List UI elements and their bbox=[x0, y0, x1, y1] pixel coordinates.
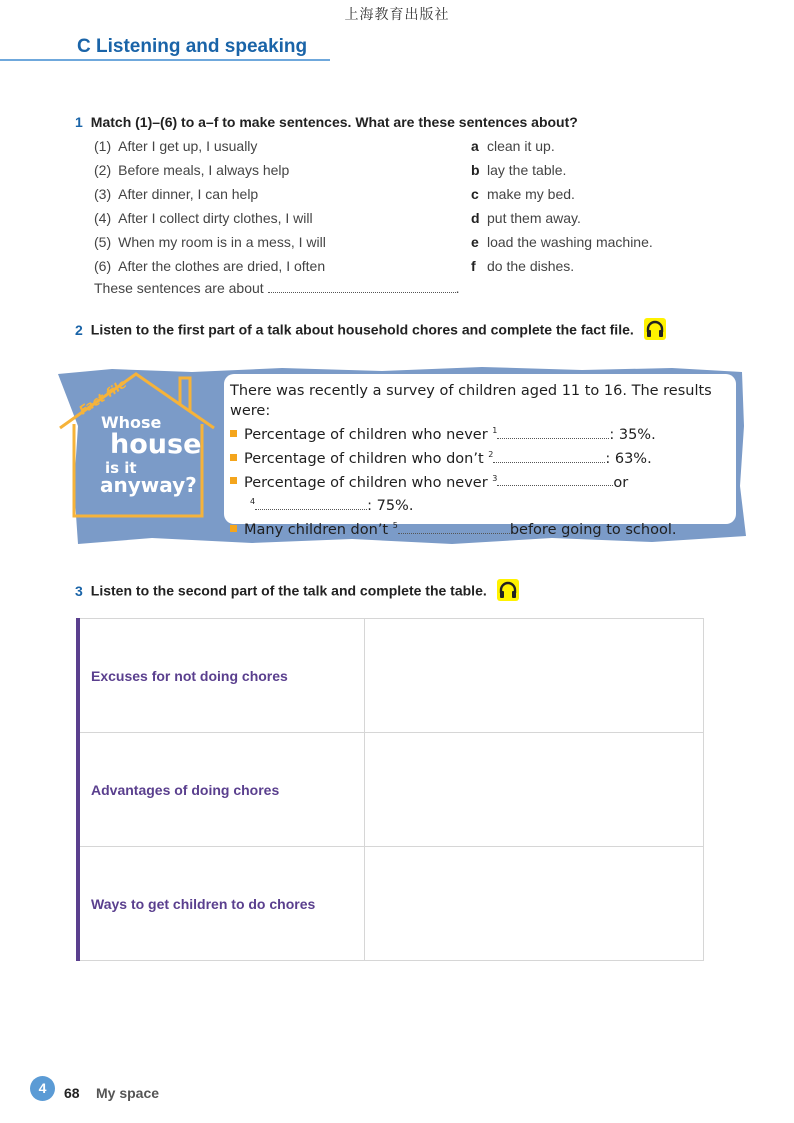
match-right-letter: d bbox=[471, 210, 480, 226]
bullet-square-icon bbox=[230, 454, 237, 461]
fact-3-mid: or bbox=[613, 474, 629, 491]
match-right-text: do the dishes. bbox=[487, 258, 575, 274]
match-right-letter: a bbox=[471, 138, 479, 154]
fact-bullet-3 bbox=[230, 469, 735, 493]
q2-heading bbox=[75, 320, 666, 342]
fact-bullet-2 bbox=[230, 445, 735, 469]
match-right-letter: e bbox=[471, 234, 479, 250]
row-label-ways: Ways to get children to do chores bbox=[78, 847, 365, 961]
about-answer-blank[interactable] bbox=[268, 280, 456, 293]
q1-heading bbox=[75, 114, 578, 130]
fact-file-title-4: anyway? bbox=[100, 473, 197, 497]
page-number: 68 bbox=[64, 1085, 80, 1101]
fact-file-label: Fact file bbox=[76, 376, 130, 418]
match-left-text: After dinner, I can help bbox=[118, 186, 259, 202]
match-left-number: (1) bbox=[94, 138, 112, 154]
fact-bullet-1 bbox=[230, 421, 735, 445]
q1-instruction: Match (1)–(6) to a–f to make sentences. What are these sentences about? bbox=[90, 114, 578, 130]
chores-table bbox=[76, 618, 704, 961]
fact-4-pre: Many children don’t bbox=[244, 522, 389, 539]
about-line bbox=[94, 280, 459, 296]
fact-2-post: : 63%. bbox=[605, 450, 652, 467]
match-left-6 bbox=[94, 258, 325, 274]
match-left-1 bbox=[94, 138, 257, 154]
match-left-text: After I collect dirty clothes, I will bbox=[118, 210, 313, 226]
table-row bbox=[78, 619, 704, 733]
fact-bullet-3-cont bbox=[230, 492, 735, 516]
fact-4-post: before going to school. bbox=[509, 522, 677, 539]
answer-cell-advantages[interactable] bbox=[365, 733, 704, 847]
fact-file-text bbox=[230, 381, 735, 540]
fact-1-post: : 35%. bbox=[609, 426, 656, 443]
about-end: . bbox=[455, 280, 460, 296]
gap-number: 5 bbox=[392, 521, 398, 531]
match-right-letter: f bbox=[471, 258, 476, 274]
headphones-icon bbox=[644, 318, 666, 340]
match-left-number: (3) bbox=[94, 186, 112, 202]
gap-number: 1 bbox=[492, 426, 498, 435]
q1-number: 1 bbox=[75, 114, 83, 130]
q3-heading bbox=[75, 581, 519, 603]
q2-number: 2 bbox=[75, 321, 83, 338]
match-left-text: After the clothes are dried, I often bbox=[118, 258, 326, 274]
q3-number: 3 bbox=[75, 582, 83, 599]
unit-badge: 4 bbox=[30, 1076, 55, 1101]
match-left-number: (2) bbox=[94, 162, 112, 178]
about-label: These sentences are about bbox=[94, 280, 264, 296]
match-left-number: (5) bbox=[94, 234, 112, 250]
gap-5-blank[interactable] bbox=[398, 521, 510, 534]
bullet-square-icon bbox=[230, 430, 237, 437]
match-right-c bbox=[471, 186, 575, 202]
match-left-3 bbox=[94, 186, 258, 202]
fact-3-pre: Percentage of children who never bbox=[244, 474, 488, 491]
match-left-4 bbox=[94, 210, 313, 226]
match-right-text: load the washing machine. bbox=[487, 234, 653, 250]
unit-title: My space bbox=[96, 1085, 160, 1101]
gap-3-blank[interactable] bbox=[497, 473, 613, 486]
fact-file-title-1: Whose bbox=[101, 413, 162, 432]
match-right-text: clean it up. bbox=[487, 138, 555, 154]
answer-cell-ways[interactable] bbox=[365, 847, 704, 961]
match-left-number: (6) bbox=[94, 258, 112, 274]
table-row bbox=[78, 847, 704, 961]
fact-2-pre: Percentage of children who don’t bbox=[244, 450, 484, 467]
match-right-letter: c bbox=[471, 186, 479, 202]
row-label-excuses: Excuses for not doing chores bbox=[78, 619, 365, 733]
match-left-5 bbox=[94, 234, 326, 250]
q3-instruction: Listen to the second part of the talk and complete the table. bbox=[90, 582, 487, 599]
match-left-text: Before meals, I always help bbox=[118, 162, 290, 178]
match-left-text: After I get up, I usually bbox=[118, 138, 258, 154]
fact-file-title-2: house bbox=[110, 429, 202, 460]
section-rule bbox=[0, 59, 330, 61]
fact-3-post: : 75%. bbox=[367, 498, 414, 515]
gap-1-blank[interactable] bbox=[497, 426, 609, 439]
match-right-text: put them away. bbox=[487, 210, 581, 226]
row-label-advantages: Advantages of doing chores bbox=[78, 733, 365, 847]
gap-number: 4 bbox=[250, 497, 256, 507]
fact-file-intro: There was recently a survey of children aged 11 to 16. The results were: bbox=[230, 383, 712, 419]
match-left-text: When my room is in a mess, I will bbox=[118, 234, 326, 250]
gap-4-blank[interactable] bbox=[255, 497, 367, 510]
bullet-square-icon bbox=[230, 525, 237, 532]
bullet-square-icon bbox=[230, 477, 237, 484]
match-right-e bbox=[471, 234, 653, 250]
match-right-a bbox=[471, 138, 555, 154]
fact-1-pre: Percentage of children who never bbox=[244, 426, 488, 443]
gap-2-blank[interactable] bbox=[493, 450, 605, 463]
match-left-number: (4) bbox=[94, 210, 112, 226]
match-right-text: make my bed. bbox=[487, 186, 575, 202]
match-right-letter: b bbox=[471, 162, 480, 178]
match-right-d bbox=[471, 210, 581, 226]
match-right-text: lay the table. bbox=[487, 162, 567, 178]
publisher-header: 上海教育出版社 bbox=[344, 7, 450, 23]
fact-file-title-3: is it bbox=[105, 459, 137, 477]
q2-instruction: Listen to the first part of a talk about household chores and complete the fact file. bbox=[90, 321, 634, 338]
section-title: C Listening and speaking bbox=[77, 36, 308, 57]
match-left-2 bbox=[94, 162, 289, 178]
gap-number: 2 bbox=[488, 449, 494, 459]
headphones-icon bbox=[497, 579, 519, 601]
table-row bbox=[78, 733, 704, 847]
match-right-b bbox=[471, 162, 566, 178]
fact-bullet-4 bbox=[230, 516, 735, 540]
fact-file bbox=[52, 366, 746, 546]
match-right-f bbox=[471, 258, 574, 274]
answer-cell-excuses[interactable] bbox=[365, 619, 704, 733]
gap-number: 3 bbox=[492, 473, 498, 483]
